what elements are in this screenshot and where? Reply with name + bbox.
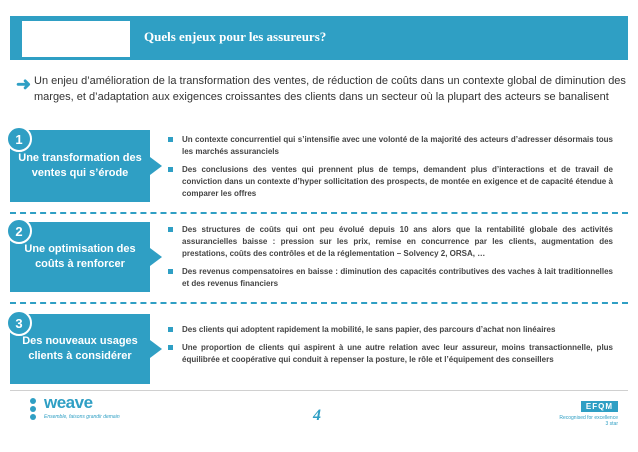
efqm-tagline: Recognised for excellence — [559, 415, 618, 421]
bullet-text: Des revenus compensatoires en baisse : diminution des capacités contributives des vaches à lait traditionnelles et des revenus financiers — [182, 267, 613, 288]
logo-text: weave — [44, 393, 93, 412]
intro-text: Un enjeu d’amélioration de la transformation des ventes, de réduction de coûts dans un contexte global de diminution des marges, et d’adaptation aux exigences croissantes des clients dans un secteur où la plupart des acteurs se banalisent — [34, 75, 626, 103]
section-1-bullets — [168, 134, 613, 206]
header-left-box — [22, 21, 130, 57]
section-divider — [10, 302, 628, 304]
arrow-right-icon: ➜ — [16, 74, 32, 94]
section-pointer-icon — [150, 248, 162, 266]
bullet-text: Des structures de coûts qui ont peu évolué depuis 10 ans alors que la rentabilité globale des activités assurancielles baisse : pression sur les prix, remise en concurrence par les clients, augmentation des prestations, coûts des contrôles et de la réglementation – Solvency 2, ORSA, … — [182, 225, 613, 258]
bullet-item — [168, 164, 613, 200]
section-number-badge: 1 — [6, 126, 32, 152]
bullet-item — [168, 224, 613, 260]
section-label: Des nouveaux usages clients à considérer — [22, 335, 138, 362]
logo-tagline: Ensemble, faisons grandir demain — [44, 414, 120, 420]
section-pointer-icon — [150, 157, 162, 175]
section-pointer-icon — [150, 340, 162, 358]
page-number: 4 — [313, 407, 321, 424]
section-label: Une optimisation des coûts à renforcer — [24, 243, 136, 270]
bullet-square-icon — [168, 345, 173, 350]
section-number-badge: 2 — [6, 218, 32, 244]
bullet-item — [168, 134, 613, 158]
bullet-text: Une proportion de clients qui aspirent à une autre relation avec leur assureur, moins transactionnelle, plus équilibrée et coopérative qui conduit à repenser la posture, le rôle et l’équipement des conseillers — [182, 343, 613, 364]
bullet-square-icon — [168, 327, 173, 332]
header-bar — [10, 16, 628, 60]
bullet-square-icon — [168, 227, 173, 232]
bullet-text: Des conclusions des ventes qui prennent plus de temps, demandent plus d’interactions et de travail de conviction dans un contexte d’hyper sollicitation des prospects, de montée en exigence et de capacité étendue à comparer les offres — [182, 165, 613, 198]
efqm-badge — [548, 396, 618, 427]
page-title: Quels enjeux pour les assureurs? — [144, 29, 327, 44]
bullet-item — [168, 324, 613, 336]
section-divider — [10, 212, 628, 214]
section-label: Une transformation des ventes qui s’érode — [18, 152, 142, 179]
section-2-bullets — [168, 224, 613, 296]
bullet-text: Des clients qui adoptent rapidement la mobilité, le sans papier, des parcours d’achat non linéaires — [182, 325, 556, 334]
section-number-badge: 3 — [6, 310, 32, 336]
bullet-square-icon — [168, 269, 173, 274]
section-3-bullets — [168, 324, 613, 372]
bullet-square-icon — [168, 167, 173, 172]
efqm-rating: 3 star — [605, 421, 618, 427]
bullet-square-icon — [168, 137, 173, 142]
efqm-logo: EFQM — [581, 401, 618, 412]
bullet-item — [168, 342, 613, 366]
bullet-text: Un contexte concurrentiel qui s’intensifie avec une volonté de la majorité des acteurs d’adresser désormais tous les marchés assuranciels — [182, 135, 613, 156]
bullet-item — [168, 266, 613, 290]
footer-divider — [10, 390, 628, 391]
